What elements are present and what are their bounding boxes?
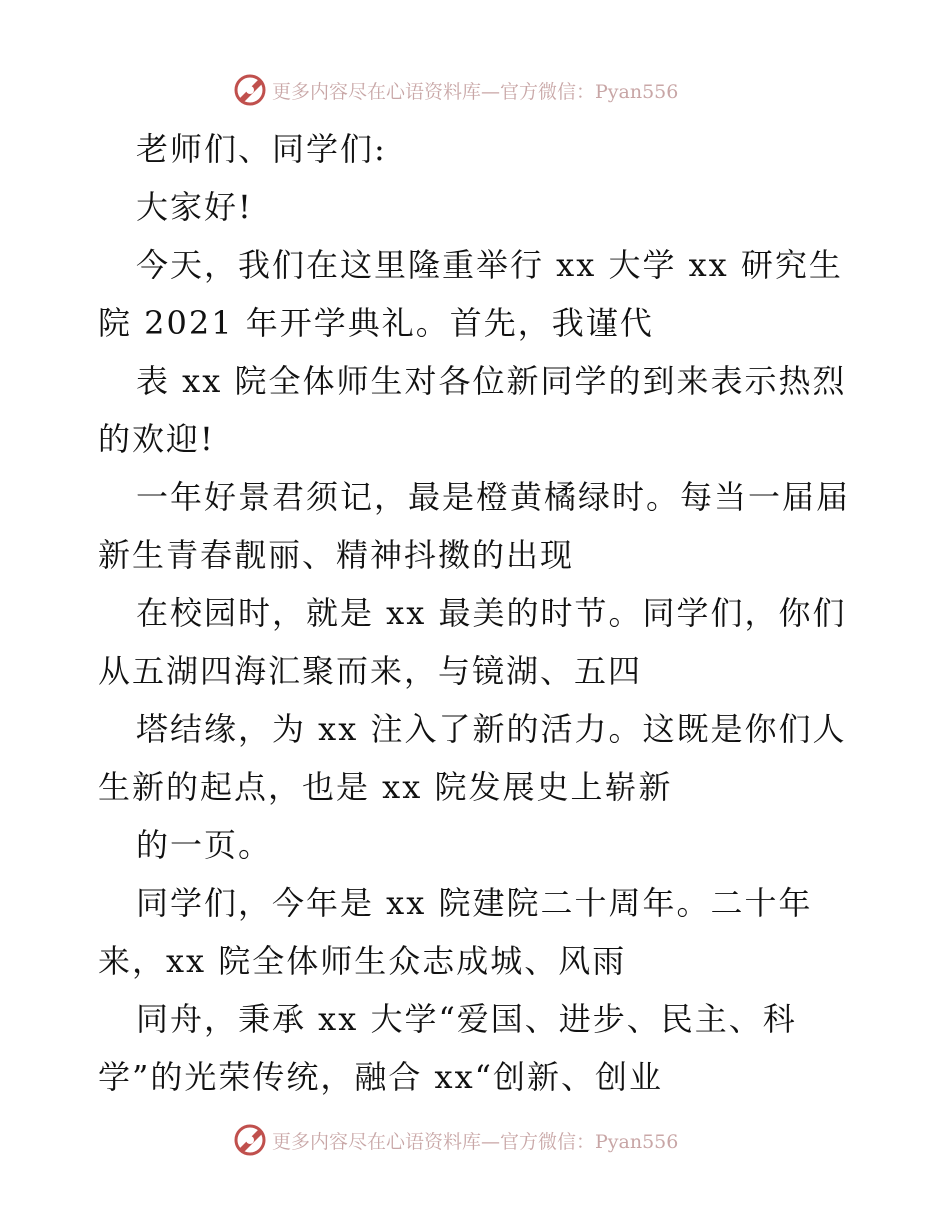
text-line: 同学们，今年是 xx 院建院二十周年。二十年 [136, 884, 813, 922]
text-line: 大家好! [136, 188, 253, 226]
watermark-text: 更多内容尽在心语资料库—官方微信：Pyan556 [272, 80, 679, 103]
text-line: 同舟，秉承 xx 大学“爱国、进步、民主、科 [136, 1000, 797, 1038]
text-line: 的欢迎! [98, 420, 215, 458]
text-line: 来，xx 院全体师生众志成城、风雨 [98, 942, 627, 980]
footer-watermark [232, 1120, 712, 1160]
text-line: 表 xx 院全体师生对各位新同学的到来表示热烈 [136, 362, 847, 400]
text-line: 今天，我们在这里隆重举行 xx 大学 xx 研究生 [136, 246, 843, 284]
text-line: 学”的光荣传统，融合 xx“创新、创业 [98, 1058, 663, 1096]
text-line: 老师们、同学们: [136, 130, 387, 168]
header-watermark [232, 70, 712, 110]
pen-circle-icon [232, 1122, 268, 1158]
text-line: 在校园时，就是 xx 最美的时节。同学们，你们 [136, 594, 847, 632]
text-line: 新生青春靓丽、精神抖擞的出现 [98, 536, 575, 574]
text-line: 生新的起点，也是 xx 院发展史上崭新 [98, 768, 673, 806]
text-line: 院 2021 年开学典礼。首先，我谨代 [98, 304, 654, 342]
text-line: 塔结缘，为 xx 注入了新的活力。这既是你们人 [136, 710, 847, 748]
pen-circle-icon [232, 72, 268, 108]
text-line: 的一页。 [136, 826, 273, 864]
text-line: 从五湖四海汇聚而来，与镜湖、五四 [98, 652, 643, 690]
watermark-text: 更多内容尽在心语资料库—官方微信：Pyan556 [272, 1130, 679, 1153]
text-line: 一年好景君须记，最是橙黄橘绿时。每当一届届 [136, 478, 851, 516]
